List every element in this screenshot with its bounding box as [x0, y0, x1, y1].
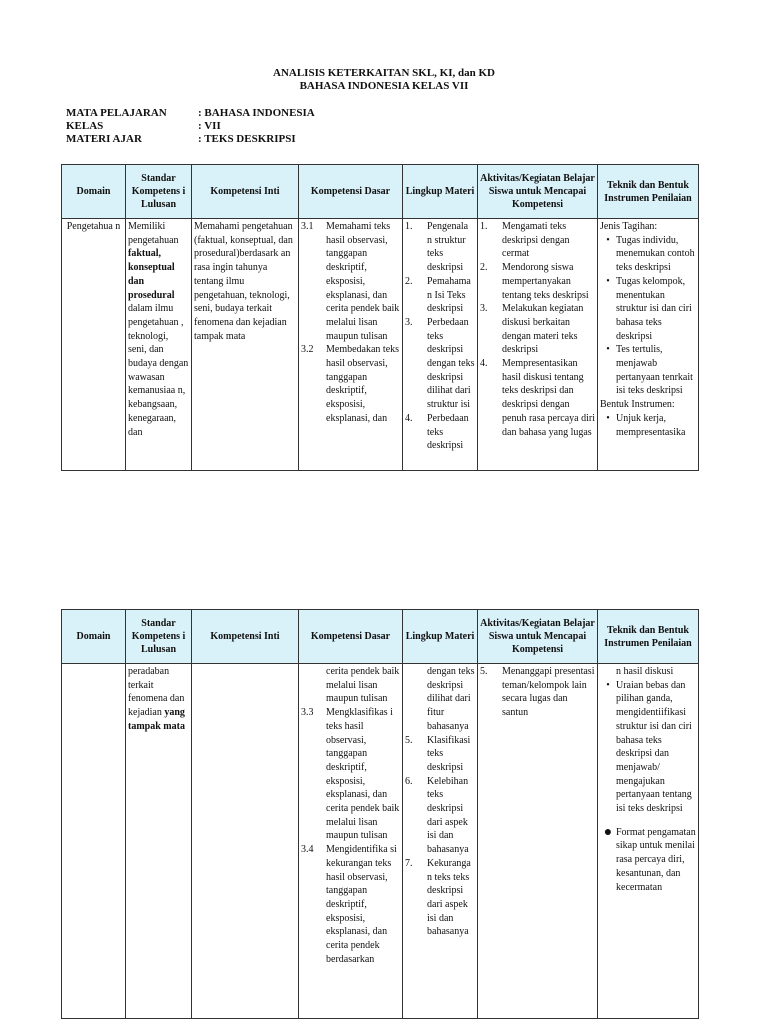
item-number: 1.	[405, 221, 413, 232]
ki-cell: Memahami pengetahuan (faktual, konseptual, dan prosedural)berdasark an rasa ingin tahunya tentang ilmu pengetahuan, teknologi, seni, budaya terkait fenomena dan kejadian tampak mata	[192, 219, 299, 471]
meta-value: : BAHASA INDONESIA	[198, 107, 315, 119]
list-item	[301, 706, 400, 843]
table-row	[62, 219, 699, 471]
meta-key: MATERI AJAR	[66, 133, 142, 145]
header-row	[62, 165, 699, 219]
item-number: 1.	[480, 221, 488, 232]
meta-row	[66, 120, 315, 133]
domain-cell	[62, 664, 126, 1019]
item-text: Mempresentasikan hasil diskusi tentang teks deskripsi dan deskripsi dengan penuh rasa percaya diri dan bahasa yang lugas	[502, 358, 596, 438]
bullet-icon: •	[606, 679, 610, 691]
header-kd: Kompetensi Dasar	[299, 165, 403, 219]
header-lingkup: Lingkup Materi	[403, 165, 478, 219]
bullet-item	[600, 234, 696, 275]
meta-block	[66, 107, 315, 146]
item-text: Klasifikasi teks deskripsi	[427, 734, 471, 773]
item-text: Kelebihan teks deskripsi dari aspek isi dan bahasanya	[427, 775, 469, 856]
item-number: 4.	[480, 358, 488, 370]
list-item	[480, 261, 595, 302]
item-text: Tugas kelompok, menentukan struktur isi dan ciri bahasa teks deskripsi	[616, 275, 692, 342]
item-text: Mendorong siswa mempertanyakan tentang teks deskripsi	[502, 262, 589, 301]
item-number: 2.	[480, 262, 488, 274]
header-aktivitas: Aktivitas/Kegiatan Belajar Siswa untuk Mencapai Kompetensi	[478, 165, 598, 219]
list-item	[405, 316, 475, 412]
header-teknik: Teknik dan Bentuk Instrumen Penilaian	[598, 165, 699, 219]
analysis-table-page-2	[61, 609, 699, 1019]
list-item	[405, 857, 475, 939]
bullet-item	[600, 679, 696, 816]
list-item	[480, 357, 595, 439]
list-item	[480, 302, 595, 357]
lingkup-continuation: dengan teks deskripsi dilihat dari fitur bahasanya	[427, 666, 475, 732]
item-text: Mengidentifika si kekurangan teks hasil observasi, tanggapan deskriptif, eksposisi, eksplanasi, dan cerita pendek berdasarkan	[326, 844, 397, 965]
header-ki: Kompetensi Inti	[192, 165, 299, 219]
item-text: Tes tertulis, menjawab pertanyaan tenrkait isi teks deskripsi	[616, 344, 693, 397]
bullet-item	[600, 275, 696, 344]
item-text: Uraian bebas dan pilihan ganda, mengidentiifikasi struktur isi dan ciri bahasa teks deskripsi dan menjawab/ mengajukan pertanyaan tentang isi teks deskripsi	[616, 679, 692, 815]
bullet-icon: •	[606, 234, 610, 246]
doc-title-line-1: ANALISIS KETERKAITAN SKL, KI, dan KD	[273, 67, 495, 79]
header-row	[62, 610, 699, 664]
item-text: Format pengamatan sikap untuk menilai rasa percaya diri, kesantunan, dan kecermatan	[616, 826, 696, 893]
aktivitas-cell	[478, 219, 598, 471]
list-item	[301, 343, 400, 425]
kd-cell	[299, 219, 403, 471]
skl-text: dalam ilmu pengetahuan , teknologi, seni, dan budaya dengan wawasan kemanusiaa n, kebangsaan, kenegaraan, dan	[128, 303, 189, 438]
aktivitas-cell	[478, 664, 598, 1019]
list-item	[405, 220, 475, 275]
bullet-item	[600, 343, 696, 398]
bullet-icon: •	[606, 344, 610, 356]
header-teknik: Teknik dan Bentuk Instrumen Penilaian	[598, 610, 699, 664]
lingkup-cell	[403, 219, 478, 471]
item-number: 3.	[405, 316, 413, 328]
teknik-cell	[598, 664, 699, 1019]
bullet-icon: •	[606, 412, 610, 424]
item-number: 7.	[405, 857, 413, 869]
kd-continuation: cerita pendek baik melalui lisan maupun tulisan	[326, 666, 400, 705]
header-skl: Standar Kompetens i Lulusan	[126, 165, 192, 219]
meta-row	[66, 107, 315, 120]
list-item	[301, 220, 400, 343]
skl-text: Memiliki pengetahuan	[128, 221, 179, 246]
header-lingkup: Lingkup Materi	[403, 610, 478, 664]
item-text: Memahami teks hasil observasi, tanggapan deskriptif, eksposisi, eksplanasi, dan cerita pendek baik melalui lisan maupun tulisan	[326, 221, 400, 342]
item-text: Menanggapi presentasi teman/kelompok lain secara lugas dan santun	[502, 666, 595, 719]
skl-cell	[126, 219, 192, 471]
meta-key: MATA PELAJARAN	[66, 107, 167, 119]
item-text: Tugas individu, menemukan contoh teks deskripsi	[616, 234, 695, 274]
ki-cell	[192, 664, 299, 1019]
list-item	[405, 775, 475, 857]
domain-cell: Pengetahua n	[62, 219, 126, 471]
list-item	[480, 220, 595, 261]
skl-text-bold: yang tampak mata	[128, 707, 185, 732]
analysis-table-page-1	[61, 164, 699, 471]
item-text: Melakukan kegiatan diskusi berkaitan dengan materi teks deskripsi	[502, 303, 584, 356]
skl-cell	[126, 664, 192, 1019]
header-skl: Standar Kompetens i Lulusan	[126, 610, 192, 664]
item-number: 3.1	[301, 221, 314, 232]
header-ki: Kompetensi Inti	[192, 610, 299, 664]
item-text: Unjuk kerja, mempresentasika	[616, 412, 686, 438]
item-text: Pemahama n Isi Teks deskripsi	[427, 275, 471, 315]
lingkup-cell	[403, 664, 478, 1019]
header-kd: Kompetensi Dasar	[299, 610, 403, 664]
item-number: 3.3	[301, 707, 314, 719]
list-item	[480, 665, 595, 720]
meta-key: KELAS	[66, 120, 104, 132]
meta-row	[66, 133, 315, 146]
list-item	[301, 843, 400, 966]
header-aktivitas: Aktivitas/Kegiatan Belajar Siswa untuk Mencapai Kompetensi	[478, 610, 598, 664]
doc-title-line-2: BAHASA INDONESIA KELAS VII	[299, 80, 469, 92]
item-text: Membedakan teks hasil observasi, tanggapan deskriptif, eksposisi, eksplanasi, dan	[326, 344, 400, 424]
meta-value: : TEKS DESKRIPSI	[198, 133, 296, 145]
item-text: Mengamati teks deskripsi dengan cermat	[502, 221, 570, 260]
item-number: 3.4	[301, 844, 314, 856]
item-number: 4.	[405, 412, 413, 424]
bullet-icon: •	[606, 275, 610, 287]
meta-value: : VII	[198, 120, 221, 132]
skl-text-bold: faktual, konseptual dan prosedural	[128, 248, 175, 301]
item-number: 5.	[405, 734, 413, 746]
item-number: 2.	[405, 275, 413, 287]
bullet-item	[600, 412, 696, 439]
item-number: 5.	[480, 666, 488, 677]
bullet-icon: ●	[603, 824, 613, 840]
item-text: Perbedaan teks deskripsi dengan teks deskripsi dilihat dari struktur isi	[427, 316, 475, 411]
teknik-cell	[598, 219, 699, 471]
item-text: Pengenala n struktur teks deskripsi	[427, 221, 469, 274]
header-domain: Domain	[62, 610, 126, 664]
bullet-item	[600, 826, 696, 895]
teknik-heading: Jenis Tagihan:	[600, 221, 658, 232]
kd-cell	[299, 664, 403, 1019]
teknik-heading: Bentuk Instrumen:	[600, 399, 675, 411]
list-item	[405, 734, 475, 775]
teknik-continuation: n hasil diskusi	[616, 666, 674, 677]
skl-text: peradaban terkait fenomena dan kejadian	[128, 666, 185, 719]
item-text: Perbedaan teks deskripsi	[427, 412, 469, 452]
list-item	[405, 275, 475, 316]
item-text: Kekuranga n teks teks deskripsi dari aspek isi dan bahasanya	[427, 857, 471, 938]
spacer	[600, 816, 696, 826]
header-domain: Domain	[62, 165, 126, 219]
item-number: 3.	[480, 303, 488, 315]
item-text: Mengklasifikas i teks hasil observasi, tanggapan deskriptif, eksposisi, eksplanasi, dan cerita pendek baik melalui lisan maupun tulisan	[326, 707, 400, 842]
table-row	[62, 664, 699, 1019]
list-item	[405, 412, 475, 453]
item-number: 3.2	[301, 344, 314, 356]
item-number: 6.	[405, 775, 413, 787]
